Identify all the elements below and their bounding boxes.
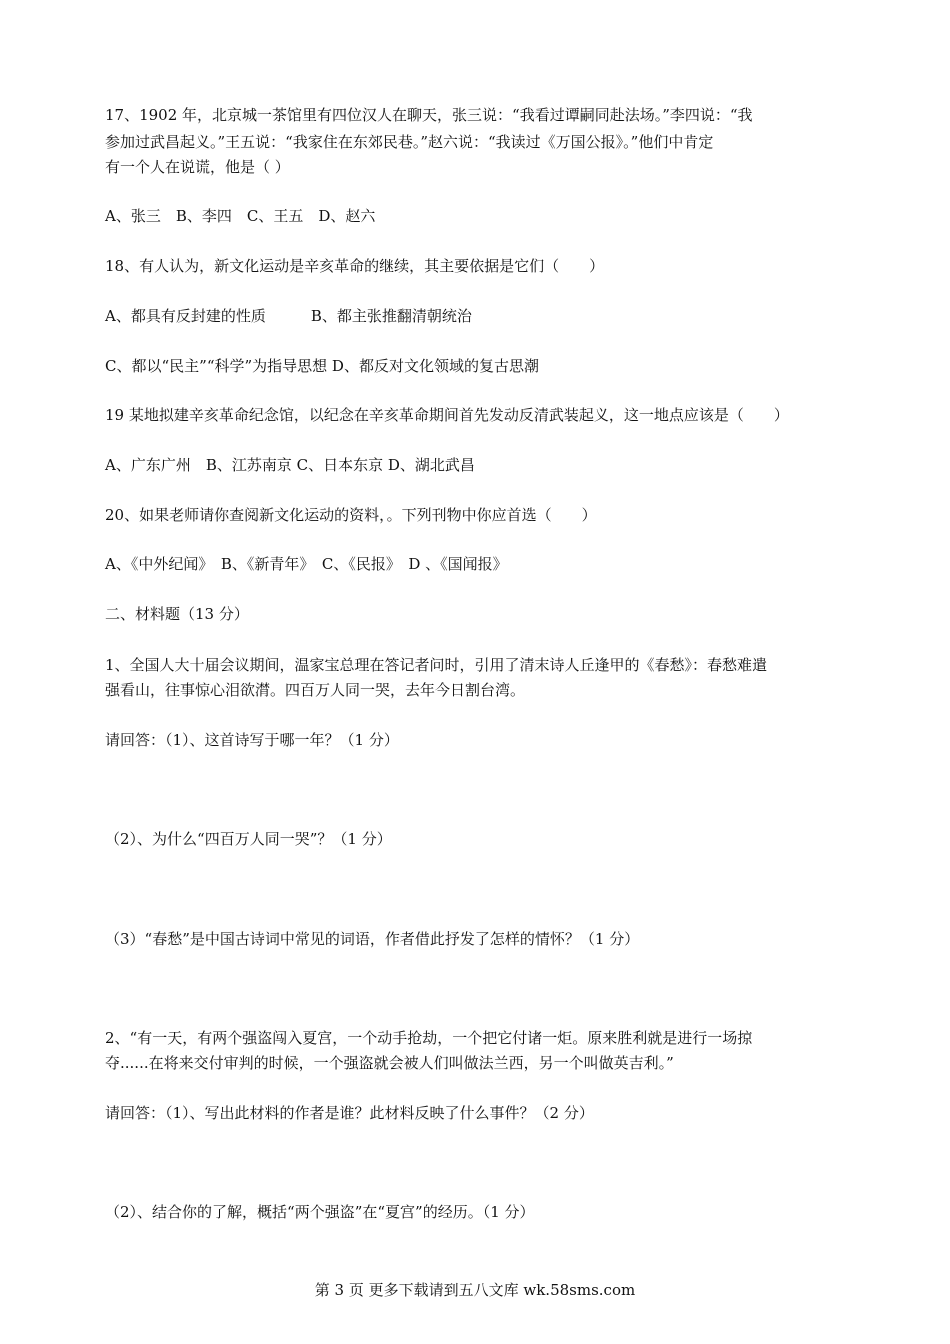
material-1-question-2: （2）、为什么“四百万人同一哭”？（1 分） bbox=[105, 830, 392, 848]
q17-line-3: 有一个人在说谎，他是（ ） bbox=[105, 158, 290, 176]
q18-stem: 18、有人认为，新文化运动是辛亥革命的继续，其主要依据是它们（ ） bbox=[105, 257, 605, 275]
q17-line-2: 参加过武昌起义。”王五说：“我家住在东郊民巷。”赵六说：“我读过《万国公报》。”他们中肯定 bbox=[105, 133, 714, 151]
page-footer: 第 3 页 更多下载请到五八文库 wk.58sms.com bbox=[314, 1281, 636, 1299]
q18-options-cd: C、都以“民主”“科学”为指导思想 D、都反对文化领域的复古思潮 bbox=[105, 357, 539, 375]
q17-options: A、张三 B、李四 C、王五 D、赵六 bbox=[105, 207, 376, 225]
material-2-line-2: 夺......在将来交付审判的时候，一个强盗就会被人们叫做法兰西，另一个叫做英吉利。” bbox=[105, 1054, 674, 1072]
material-2-question-1: 请回答：（1）、写出此材料的作者是谁？此材料反映了什么事件？（2 分） bbox=[105, 1104, 594, 1122]
q17-line-1: 17、1902 年，北京城一茶馆里有四位汉人在聊天，张三说：“我看过谭嗣同赴法场。”李四说：“我 bbox=[105, 106, 753, 124]
material-1-question-1: 请回答：（1）、这首诗写于哪一年？（1 分） bbox=[105, 731, 399, 749]
material-1-line-1: 1、全国人大十届会议期间，温家宝总理在答记者问时，引用了清末诗人丘逢甲的《春愁》：春愁难遣 bbox=[105, 656, 768, 674]
section-2-title: 二、材料题（13 分） bbox=[105, 605, 249, 623]
material-2-line-1: 2、“有一天，有两个强盗闯入夏宫，一个动手抢劫，一个把它付诸一炬。原来胜利就是进行一场掠 bbox=[105, 1029, 753, 1047]
material-1-line-2: 强看山，往事惊心泪欲潸。四百万人同一哭，去年今日割台湾。 bbox=[105, 681, 526, 699]
q20-options: A、《中外纪闻》 B、《新青年》 C、《民报》 D 、《国闻报》 bbox=[105, 555, 508, 573]
q19-stem: 19 某地拟建辛亥革命纪念馆，以纪念在辛亥革命期间首先发动反清武装起义，这一地点应该是（ ） bbox=[105, 406, 789, 424]
material-1-question-3: （3）“春愁”是中国古诗词中常见的词语，作者借此抒发了怎样的情怀？（1 分） bbox=[105, 930, 640, 948]
q18-options-ab: A、都具有反封建的性质 B、都主张推翻清朝统治 bbox=[105, 307, 472, 325]
q20-stem: 20、如果老师请你查阅新文化运动的资料，。下列刊物中你应首选（ ） bbox=[105, 506, 597, 524]
q19-options: A、广东广州 B、江苏南京 C、日本东京 D、湖北武昌 bbox=[105, 456, 475, 474]
material-2-question-2: （2）、结合你的了解，概括“两个强盗”在“夏宫”的经历。（1 分） bbox=[105, 1203, 535, 1221]
